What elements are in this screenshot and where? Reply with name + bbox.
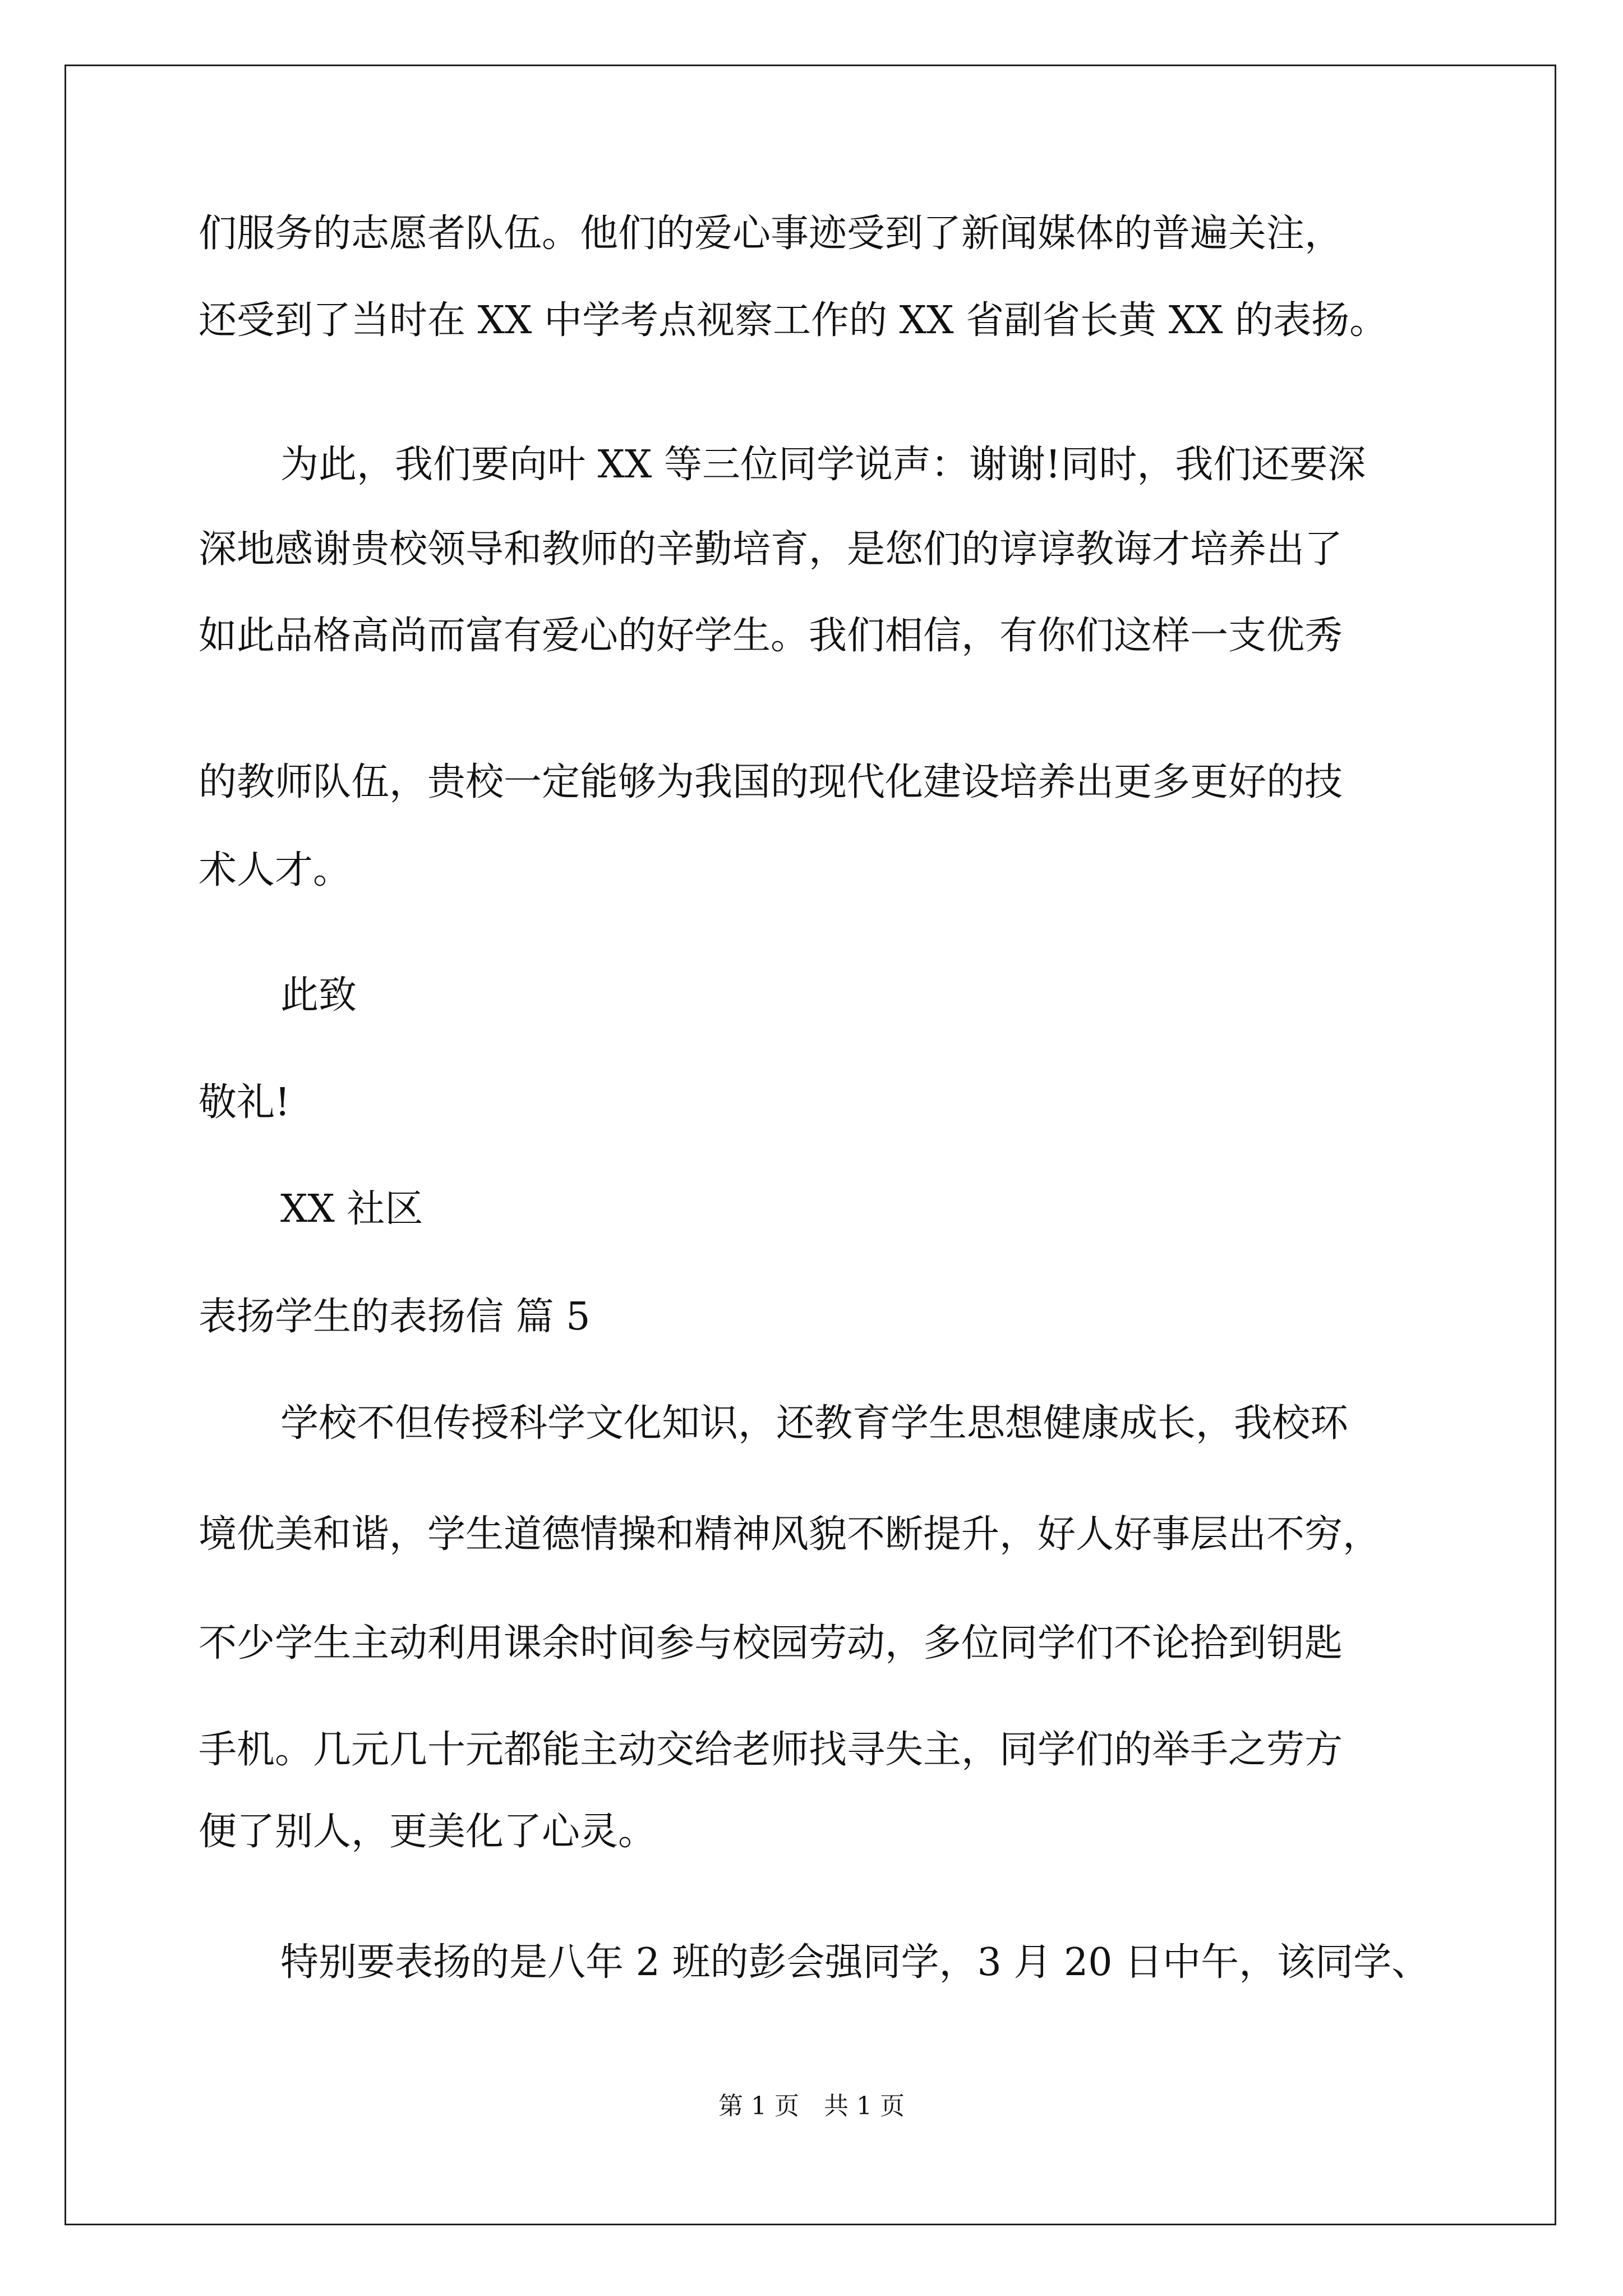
paragraph-start: 为此，我们要向叶 XX 等三位同学说声：谢谢!同时，我们还要深 — [280, 443, 1366, 487]
text-line: 如此品格高尚而富有爱心的好学生。我们相信，有你们这样一支优秀 — [199, 614, 1343, 658]
text-line: 不少学生主动利用课余时间参与校园劳动，多位同学们不论拾到钥匙 — [199, 1621, 1343, 1665]
text-line: 的教师队伍，贵校一定能够为我国的现代化建设培养出更多更好的技 — [199, 760, 1343, 804]
text-line: 便了别人，更美化了心灵。 — [199, 1810, 657, 1854]
text-line: 境优美和谐，学生道德情操和精神风貌不断提升，好人好事层出不穷， — [199, 1512, 1381, 1557]
text-line: 术人才。 — [199, 848, 352, 892]
text-line: 手机。几元几十元都能主动交给老师找寻失主，同学们的举手之劳方 — [199, 1728, 1343, 1772]
text-line: 深地感谢贵校领导和教师的辛勤培育，是您们的谆谆教诲才培养出了 — [199, 527, 1343, 572]
section-heading: 表扬学生的表扬信 篇 5 — [199, 1295, 591, 1339]
paragraph-start: 学校不但传授科学文化知识，还教育学生思想健康成长，我校环 — [280, 1401, 1349, 1446]
paragraph-start: 特别要表扬的是八年 2 班的彭会强同学，3 月 20 日中午，该同学、 — [280, 1940, 1430, 1985]
text-line: 们服务的志愿者队伍。他们的爱心事迹受到了新闻媒体的普遍关注， — [199, 211, 1343, 256]
salutation-closing: 此致 — [280, 973, 357, 1018]
salutation-regards: 敬礼! — [199, 1080, 291, 1125]
page-border — [64, 65, 1556, 2225]
signature: XX 社区 — [280, 1187, 423, 1231]
text-line: 还受到了当时在 XX 中学考点视察工作的 XX 省副省长黄 XX 的表扬。 — [199, 298, 1388, 343]
page-number-footer: 第 1 页 共 1 页 — [718, 2092, 905, 2120]
